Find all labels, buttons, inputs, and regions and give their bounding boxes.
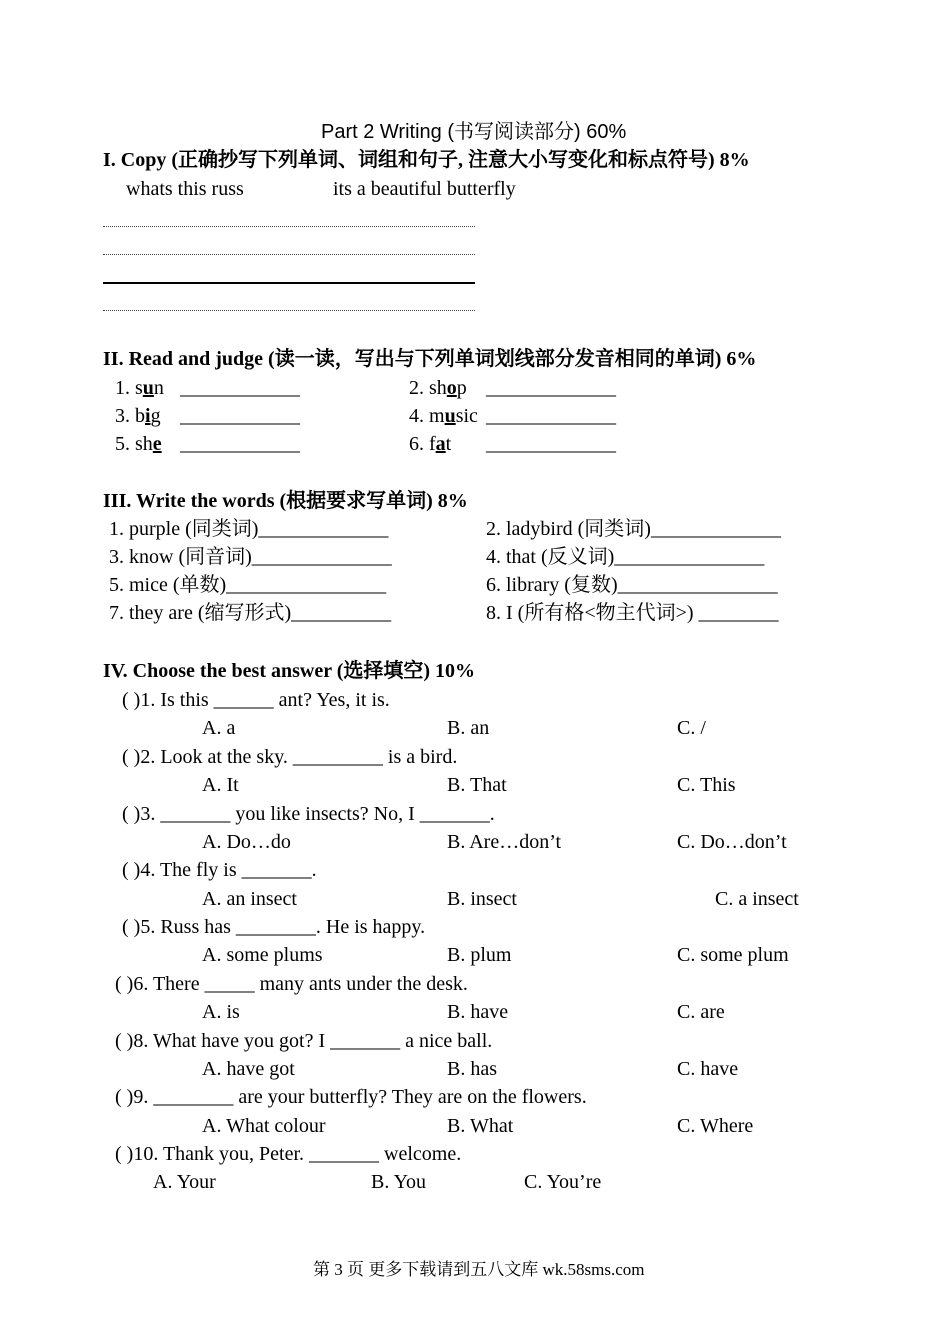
judge-blank-1[interactable]: ____________ xyxy=(180,377,300,399)
question-10[interactable]: ( )10. Thank you, Peter. _______ welcome. xyxy=(115,1143,462,1165)
page-title: Part 2 Writing (书写阅读部分) 60% xyxy=(321,121,627,143)
option-4b[interactable]: B. insect xyxy=(447,888,517,910)
question-8[interactable]: ( )8. What have you got? I _______ a nice ball. xyxy=(115,1030,493,1052)
option-4a[interactable]: A. an insect xyxy=(202,888,297,910)
option-5c[interactable]: C. some plum xyxy=(677,944,789,966)
judge-item-1: 1. sun xyxy=(115,377,164,399)
option-8c[interactable]: C. have xyxy=(677,1058,739,1080)
option-9b[interactable]: B. What xyxy=(447,1115,514,1137)
option-8b[interactable]: B. has xyxy=(447,1058,497,1080)
option-10c[interactable]: C. You’re xyxy=(524,1171,602,1193)
question-3[interactable]: ( )3. _______ you like insects? No, I _______. xyxy=(122,803,495,825)
option-2b[interactable]: B. That xyxy=(447,774,507,796)
judge-item-4: 4. music xyxy=(409,405,478,427)
judge-item-6: 6. fat xyxy=(409,433,452,455)
judge-item-2: 2. shop xyxy=(409,377,467,399)
word-item-8[interactable]: 8. I (所有格<物主代词>) ________ xyxy=(486,602,779,624)
word-item-1[interactable]: 1. purple (同类词)_____________ xyxy=(109,518,389,540)
option-9c[interactable]: C. Where xyxy=(677,1115,754,1137)
copy-phrase-1: whats this russ xyxy=(126,178,244,200)
option-4c[interactable]: C. a insect xyxy=(715,888,799,910)
option-1a[interactable]: A. a xyxy=(202,717,236,739)
section2-heading: II. Read and judge (读一读，写出与下列单词划线部分发音相同的单词) 6% xyxy=(103,348,757,370)
judge-blank-4[interactable]: _____________ xyxy=(486,405,616,427)
option-5a[interactable]: A. some plums xyxy=(202,944,323,966)
writing-line-3[interactable] xyxy=(103,282,475,284)
option-10a[interactable]: A. Your xyxy=(153,1171,216,1193)
option-3c[interactable]: C. Do…don’t xyxy=(677,831,787,853)
word-item-6[interactable]: 6. library (复数)________________ xyxy=(486,574,778,596)
judge-blank-3[interactable]: ____________ xyxy=(180,405,300,427)
option-6b[interactable]: B. have xyxy=(447,1001,509,1023)
option-5b[interactable]: B. plum xyxy=(447,944,512,966)
judge-blank-5[interactable]: ____________ xyxy=(180,433,300,455)
judge-blank-6[interactable]: _____________ xyxy=(486,433,616,455)
word-item-2[interactable]: 2. ladybird (同类词)_____________ xyxy=(486,518,781,540)
option-1c[interactable]: C. / xyxy=(677,717,706,739)
question-9[interactable]: ( )9. ________ are your butterfly? They are on the flowers. xyxy=(115,1086,587,1108)
question-1[interactable]: ( )1. Is this ______ ant? Yes, it is. xyxy=(122,689,390,711)
word-item-5[interactable]: 5. mice (单数)________________ xyxy=(109,574,387,596)
option-2c[interactable]: C. This xyxy=(677,774,736,796)
judge-item-3: 3. big xyxy=(115,405,161,427)
writing-line-2[interactable] xyxy=(103,254,475,255)
page-footer: 第 3 页 更多下载请到五八文库 wk.58sms.com xyxy=(313,1260,645,1279)
option-9a[interactable]: A. What colour xyxy=(202,1115,326,1137)
option-6a[interactable]: A. is xyxy=(202,1001,240,1023)
option-1b[interactable]: B. an xyxy=(447,717,490,739)
option-8a[interactable]: A. have got xyxy=(202,1058,295,1080)
option-10b[interactable]: B. You xyxy=(371,1171,427,1193)
word-item-3[interactable]: 3. know (同音词)______________ xyxy=(109,546,392,568)
option-6c[interactable]: C. are xyxy=(677,1001,725,1023)
option-3a[interactable]: A. Do…do xyxy=(202,831,291,853)
word-item-7[interactable]: 7. they are (缩写形式)__________ xyxy=(109,602,392,624)
question-6[interactable]: ( )6. There _____ many ants under the desk. xyxy=(115,973,468,995)
question-2[interactable]: ( )2. Look at the sky. _________ is a bird. xyxy=(122,746,458,768)
section1-heading: I. Copy (正确抄写下列单词、词组和句子, 注意大小写变化和标点符号) 8% xyxy=(103,149,750,171)
judge-item-5: 5. she xyxy=(115,433,162,455)
section3-heading: III. Write the words (根据要求写单词) 8% xyxy=(103,490,468,512)
question-4[interactable]: ( )4. The fly is _______. xyxy=(122,859,317,881)
writing-line-4[interactable] xyxy=(103,310,475,311)
section4-heading: IV. Choose the best answer (选择填空) 10% xyxy=(103,660,476,682)
copy-phrase-2: its a beautiful butterfly xyxy=(333,178,516,200)
option-2a[interactable]: A. It xyxy=(202,774,239,796)
writing-line-1[interactable] xyxy=(103,226,475,227)
option-3b[interactable]: B. Are…don’t xyxy=(447,831,562,853)
judge-blank-2[interactable]: _____________ xyxy=(486,377,616,399)
question-5[interactable]: ( )5. Russ has ________. He is happy. xyxy=(122,916,426,938)
word-item-4[interactable]: 4. that (反义词)_______________ xyxy=(486,546,765,568)
